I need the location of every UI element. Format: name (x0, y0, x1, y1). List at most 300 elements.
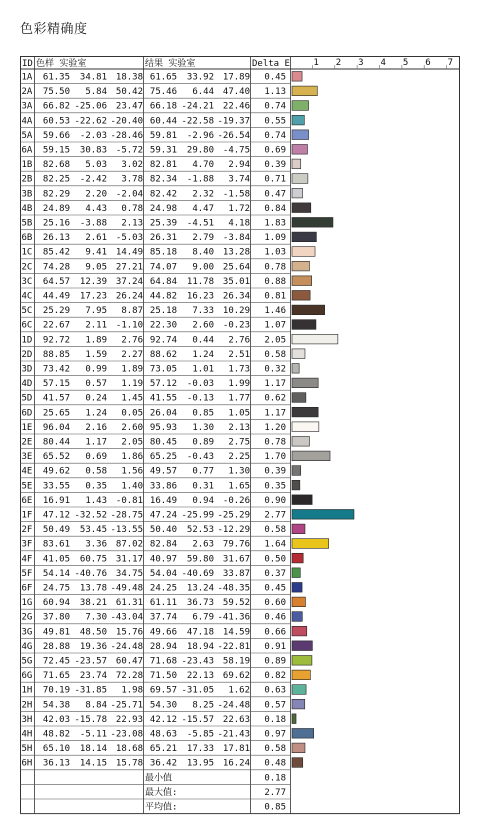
result-lab-value: 36.73 (186, 598, 214, 609)
sample-lab-value: 49.81 (42, 627, 70, 638)
sample-lab-value: 60.53 (42, 116, 70, 127)
axis-tick-label: 5 (402, 58, 409, 68)
sample-lab-value: 0.58 (85, 466, 107, 477)
delta-e-value: 0.69 (264, 145, 286, 156)
sample-lab-value: 85.42 (42, 247, 70, 258)
delta-e-value: 0.62 (264, 393, 286, 404)
result-lab-value: 18.94 (186, 641, 214, 652)
row-id: 1G (21, 598, 33, 609)
row-id: 6E (21, 495, 33, 506)
result-lab-value: -22.58 (181, 116, 214, 127)
sample-lab-value: 7.30 (85, 612, 107, 623)
delta-e-bar (292, 699, 305, 709)
sample-lab-value: -2.03 (79, 130, 107, 141)
sample-lab-value: 0.24 (85, 393, 107, 404)
sample-lab-value: 9.41 (85, 247, 107, 258)
sample-lab-value: 17.23 (79, 291, 107, 302)
sample-lab-value: 2.11 (85, 320, 107, 331)
row-id: 4G (21, 641, 33, 652)
result-lab-value: 1.05 (228, 408, 250, 419)
result-lab-value: -48.35 (217, 583, 250, 594)
sample-lab-value: 70.19 (42, 685, 70, 696)
sample-lab-value: 14.49 (115, 247, 143, 258)
delta-e-bar (292, 758, 303, 768)
sample-lab-value: -1.10 (115, 320, 143, 331)
delta-e-bar (292, 364, 299, 374)
result-lab-value: 47.24 (149, 510, 177, 521)
result-lab-value: 17.33 (186, 744, 214, 755)
delta-e-bar (292, 524, 305, 534)
result-lab-value: 31.67 (222, 554, 250, 565)
sample-lab-value: 60.75 (79, 554, 107, 565)
sample-lab-value: 1.45 (121, 393, 143, 404)
col-sample-header: 色样 实验室 (36, 59, 87, 69)
delta-e-value: 2.05 (264, 335, 286, 346)
result-lab-value: -0.26 (222, 495, 250, 506)
sample-lab-value: -31.85 (74, 685, 107, 696)
result-lab-value: 73.05 (149, 364, 177, 375)
delta-e-bar (292, 670, 310, 680)
sample-lab-value: 41.05 (42, 554, 70, 565)
row-id: 6C (21, 320, 33, 331)
delta-e-value: 0.88 (264, 276, 286, 287)
row-id: 6D (21, 408, 33, 419)
delta-e-value: 1.70 (264, 452, 286, 463)
row-id: 3D (21, 364, 33, 375)
delta-e-value: 0.47 (264, 189, 286, 200)
delta-e-bar (292, 145, 307, 155)
sample-lab-value: -5.72 (115, 145, 143, 156)
sample-lab-value: 37.80 (42, 612, 70, 623)
row-id: 5A (21, 130, 33, 141)
result-lab-value: -22.81 (217, 641, 250, 652)
row-id: 2E (21, 437, 33, 448)
result-lab-value: 54.04 (149, 568, 177, 579)
result-lab-value: 37.74 (149, 612, 177, 623)
col-id-header: ID (22, 59, 33, 69)
delta-e-value: 0.45 (264, 583, 286, 594)
result-lab-value: -25.29 (217, 510, 250, 521)
result-lab-value: -0.13 (186, 393, 214, 404)
sample-lab-value: 5.03 (85, 160, 107, 171)
sample-lab-value: 0.69 (85, 452, 107, 463)
delta-e-value: 1.20 (264, 422, 286, 433)
sample-lab-value: 54.38 (42, 700, 70, 711)
sample-lab-value: 26.13 (42, 233, 70, 244)
sample-lab-value: -5.11 (79, 729, 107, 740)
sample-lab-value: 23.74 (79, 671, 107, 682)
result-lab-value: -19.37 (217, 116, 250, 127)
sample-lab-value: 4.43 (85, 203, 107, 214)
row-id: 3E (21, 452, 33, 463)
delta-e-bar (292, 597, 305, 607)
result-lab-value: 26.04 (149, 408, 177, 419)
result-lab-value: -5.85 (186, 729, 214, 740)
result-lab-value: -4.75 (222, 145, 250, 156)
summary-label: 平均值: (145, 802, 178, 813)
sample-lab-value: 25.65 (42, 408, 70, 419)
sample-lab-value: 13.78 (79, 583, 107, 594)
result-lab-value: 74.07 (149, 262, 177, 273)
result-lab-value: -0.03 (186, 379, 214, 390)
sample-lab-value: 1.40 (121, 481, 143, 492)
axis-tick-label: 4 (380, 58, 386, 68)
result-lab-value: 2.79 (192, 233, 214, 244)
result-lab-value: 59.52 (222, 598, 250, 609)
delta-e-bar (292, 612, 302, 622)
sample-lab-value: 2.05 (121, 437, 143, 448)
delta-e-value: 0.45 (264, 72, 286, 83)
result-lab-value: 36.42 (149, 758, 177, 769)
sample-lab-value: 83.61 (42, 539, 70, 550)
sample-lab-value: 72.45 (42, 656, 70, 667)
result-lab-value: 47.18 (186, 627, 214, 638)
sample-lab-value: 12.39 (79, 276, 107, 287)
delta-e-bar (292, 232, 316, 242)
sample-lab-value: 36.13 (42, 758, 70, 769)
delta-e-value: 2.77 (264, 510, 286, 521)
sample-lab-value: 8.84 (85, 700, 107, 711)
row-id: 2G (21, 612, 33, 623)
row-id: 3B (21, 189, 33, 200)
result-lab-value: 1.65 (228, 481, 250, 492)
result-lab-value: 69.57 (149, 685, 177, 696)
sample-lab-value: 44.49 (42, 291, 70, 302)
result-lab-value: 22.46 (222, 101, 250, 112)
delta-e-bar (292, 714, 296, 724)
delta-e-bar (292, 378, 318, 388)
row-id: 6H (21, 758, 33, 769)
color-accuracy-table (20, 56, 460, 816)
result-lab-value: 4.47 (192, 203, 214, 214)
sample-lab-value: -15.78 (74, 714, 107, 725)
result-lab-value: 6.44 (192, 87, 214, 98)
sample-lab-value: 1.43 (85, 495, 107, 506)
result-lab-value: 1.01 (192, 364, 214, 375)
result-lab-value: 2.32 (192, 189, 214, 200)
result-lab-value: -4.51 (186, 218, 214, 229)
sample-lab-value: 57.15 (42, 379, 70, 390)
summary-label: 最小值 (145, 773, 173, 784)
delta-e-value: 0.58 (264, 525, 286, 536)
result-lab-value: -12.29 (217, 525, 250, 536)
delta-e-value: 0.57 (264, 700, 286, 711)
result-lab-value: -31.05 (181, 685, 214, 696)
result-lab-value: 42.12 (149, 714, 177, 725)
sample-lab-value: 2.60 (121, 422, 143, 433)
delta-e-value: 0.60 (264, 598, 286, 609)
delta-e-bar (292, 247, 315, 257)
result-lab-value: 1.73 (228, 364, 250, 375)
result-lab-value: 2.76 (228, 335, 250, 346)
result-lab-value: 85.18 (149, 247, 177, 258)
result-lab-value: -1.88 (186, 174, 214, 185)
sample-lab-value: 15.78 (115, 758, 143, 769)
result-lab-value: 13.24 (186, 583, 214, 594)
result-lab-value: -3.84 (222, 233, 250, 244)
sample-lab-value: 61.35 (42, 72, 70, 83)
delta-e-bar (292, 188, 303, 198)
result-lab-value: 2.25 (228, 452, 250, 463)
result-lab-value: 24.98 (149, 203, 177, 214)
delta-e-bar (292, 495, 312, 505)
delta-e-value: 0.46 (264, 612, 286, 623)
delta-e-value: 0.97 (264, 729, 286, 740)
delta-e-bar (292, 480, 300, 490)
result-lab-value: 25.64 (222, 262, 250, 273)
sample-lab-value: 34.75 (115, 568, 143, 579)
result-lab-value: 3.74 (228, 174, 250, 185)
delta-e-bar (292, 320, 316, 330)
sample-lab-value: 3.36 (85, 539, 107, 550)
result-lab-value: 2.63 (192, 539, 214, 550)
delta-e-value: 0.48 (264, 758, 286, 769)
result-lab-value: 0.89 (192, 437, 214, 448)
result-lab-value: -25.99 (181, 510, 214, 521)
page-title: 色彩精确度 (20, 22, 88, 37)
sample-lab-value: 65.10 (42, 744, 70, 755)
row-id: 1F (21, 510, 33, 521)
delta-e-bar (292, 101, 309, 111)
result-lab-value: 2.75 (228, 437, 250, 448)
sample-lab-value: 1.86 (121, 452, 143, 463)
result-lab-value: 2.60 (192, 320, 214, 331)
sample-lab-value: 3.02 (121, 160, 143, 171)
result-lab-value: 54.30 (149, 700, 177, 711)
delta-e-value: 0.18 (264, 714, 286, 725)
row-id: 2B (21, 174, 33, 185)
sample-lab-value: 82.68 (42, 160, 70, 171)
delta-e-value: 0.90 (264, 495, 286, 506)
delta-e-value: 0.37 (264, 568, 286, 579)
result-lab-value: 44.82 (149, 291, 177, 302)
result-lab-value: 4.18 (228, 218, 250, 229)
sample-lab-value: 2.27 (121, 349, 143, 360)
result-lab-value: 16.49 (149, 495, 177, 506)
row-id: 4H (21, 729, 33, 740)
delta-e-bar (292, 685, 306, 695)
delta-e-bar (292, 743, 305, 753)
row-id: 5H (21, 744, 33, 755)
delta-e-bar (292, 159, 301, 169)
result-lab-value: 61.11 (149, 598, 177, 609)
result-lab-value: 50.40 (149, 525, 177, 536)
row-id: 6G (21, 671, 33, 682)
result-lab-value: 1.77 (228, 393, 250, 404)
sample-lab-value: 0.35 (85, 481, 107, 492)
sample-lab-value: 24.89 (42, 203, 70, 214)
result-lab-value: 0.31 (192, 481, 214, 492)
sample-lab-value: 2.16 (85, 422, 107, 433)
delta-e-bar (292, 291, 310, 301)
result-lab-value: 69.62 (222, 671, 250, 682)
row-id: 4B (21, 203, 33, 214)
delta-e-value: 0.32 (264, 364, 286, 375)
sample-lab-value: -28.46 (110, 130, 143, 141)
result-lab-value: 1.30 (228, 466, 250, 477)
delta-e-value: 0.78 (264, 262, 286, 273)
sample-lab-value: 18.68 (115, 744, 143, 755)
row-id: 3G (21, 627, 33, 638)
result-lab-value: 49.57 (149, 466, 177, 477)
delta-e-bar (292, 583, 302, 593)
row-id: 1A (21, 72, 33, 83)
result-lab-value: 2.13 (228, 422, 250, 433)
sample-lab-value: 49.62 (42, 466, 70, 477)
result-lab-value: 61.65 (149, 72, 177, 83)
delta-e-bar (292, 568, 300, 578)
result-lab-value: 49.66 (149, 627, 177, 638)
result-lab-value: 2.94 (228, 160, 250, 171)
result-lab-value: 24.25 (149, 583, 177, 594)
row-id: 4C (21, 291, 33, 302)
result-lab-value: 71.68 (149, 656, 177, 667)
result-lab-value: 80.45 (149, 437, 177, 448)
result-lab-value: 17.89 (222, 72, 250, 83)
delta-e-bar (292, 174, 308, 184)
sample-lab-value: -25.71 (110, 700, 143, 711)
result-lab-value: 29.80 (186, 145, 214, 156)
result-lab-value: 7.33 (192, 306, 214, 317)
result-lab-value: 22.63 (222, 714, 250, 725)
result-lab-value: 22.13 (186, 671, 214, 682)
delta-e-value: 0.39 (264, 466, 286, 477)
result-lab-value: 60.44 (149, 116, 177, 127)
sample-lab-value: 0.78 (121, 203, 143, 214)
delta-e-value: 0.78 (264, 437, 286, 448)
sample-lab-value: 31.17 (115, 554, 143, 565)
delta-e-bar (292, 437, 309, 447)
sample-lab-value: -28.75 (110, 510, 143, 521)
sample-lab-value: 50.49 (42, 525, 70, 536)
result-lab-value: 33.86 (149, 481, 177, 492)
delta-e-value: 0.63 (264, 685, 286, 696)
sample-lab-value: -24.48 (110, 641, 143, 652)
result-lab-value: 88.62 (149, 349, 177, 360)
sample-lab-value: 15.76 (115, 627, 143, 638)
sample-lab-value: 14.15 (79, 758, 107, 769)
sample-lab-value: 59.66 (42, 130, 70, 141)
result-lab-value: -40.69 (181, 568, 214, 579)
row-id: 2D (21, 349, 33, 360)
delta-e-bar (292, 115, 304, 125)
delta-e-bar (292, 422, 319, 432)
summary-label: 最大值: (145, 787, 178, 798)
col-delta-header: Delta E (252, 59, 290, 69)
row-id: 1B (21, 160, 33, 171)
sample-lab-value: 53.45 (79, 525, 107, 536)
result-lab-value: 82.42 (149, 189, 177, 200)
row-id: 4D (21, 379, 33, 390)
sample-lab-value: 2.20 (85, 189, 107, 200)
result-lab-value: 1.30 (192, 422, 214, 433)
delta-e-value: 1.64 (264, 539, 286, 550)
result-lab-value: 26.34 (222, 291, 250, 302)
axis-tick-label: 1 (313, 58, 319, 68)
row-id: 1D (21, 335, 33, 346)
sample-lab-value: -25.06 (74, 101, 107, 112)
sample-lab-value: 9.05 (85, 262, 107, 273)
sample-lab-value: 33.55 (42, 481, 70, 492)
sample-lab-value: 24.75 (42, 583, 70, 594)
result-lab-value: 40.97 (149, 554, 177, 565)
delta-e-value: 0.50 (264, 554, 286, 565)
sample-lab-value: 54.14 (42, 568, 70, 579)
result-lab-value: 65.21 (149, 744, 177, 755)
delta-e-value: 1.07 (264, 320, 286, 331)
delta-e-bar (292, 626, 307, 636)
result-lab-value: 0.77 (192, 466, 214, 477)
delta-e-bar (292, 276, 312, 286)
sample-lab-value: 42.03 (42, 714, 70, 725)
result-lab-value: 82.84 (149, 539, 177, 550)
result-lab-value: 11.78 (186, 276, 214, 287)
delta-e-bar (292, 334, 338, 344)
delta-e-bar (292, 729, 314, 739)
delta-e-bar (292, 553, 303, 563)
sample-lab-value: 73.42 (42, 364, 70, 375)
sample-lab-value: 48.82 (42, 729, 70, 740)
result-lab-value: 10.29 (222, 306, 250, 317)
sample-lab-value: 1.98 (121, 685, 143, 696)
sample-lab-value: 1.17 (85, 437, 107, 448)
result-lab-value: 13.28 (222, 247, 250, 258)
delta-e-value: 1.17 (264, 379, 286, 390)
sample-lab-value: -20.40 (110, 116, 143, 127)
delta-e-value: 0.66 (264, 627, 286, 638)
sample-lab-value: 64.57 (42, 276, 70, 287)
result-lab-value: -24.48 (217, 700, 250, 711)
sample-lab-value: 88.85 (42, 349, 70, 360)
sample-lab-value: 1.56 (121, 466, 143, 477)
result-lab-value: -41.36 (217, 612, 250, 623)
result-lab-value: 14.59 (222, 627, 250, 638)
result-lab-value: 1.62 (228, 685, 250, 696)
axis-tick-label: 3 (358, 58, 364, 68)
row-id: 1C (21, 247, 33, 258)
delta-e-bar (292, 218, 333, 228)
row-id: 2C (21, 262, 33, 273)
delta-e-value: 1.83 (264, 218, 286, 229)
sample-lab-value: 16.91 (42, 495, 70, 506)
result-lab-value: 75.46 (149, 87, 177, 98)
sample-lab-value: 60.94 (42, 598, 70, 609)
delta-e-bar (292, 72, 302, 82)
sample-lab-value: -23.08 (110, 729, 143, 740)
delta-e-bar (292, 510, 354, 520)
result-lab-value: 41.55 (149, 393, 177, 404)
row-id: 1E (21, 422, 33, 433)
result-lab-value: 47.40 (222, 87, 250, 98)
delta-e-bar (292, 261, 309, 271)
row-id: 2F (21, 525, 33, 536)
result-lab-value: -1.58 (222, 189, 250, 200)
result-lab-value: 6.79 (192, 612, 214, 623)
result-lab-value: 48.63 (149, 729, 177, 740)
sample-lab-value: 28.88 (42, 641, 70, 652)
row-id: 5C (21, 306, 33, 317)
row-id: 5B (21, 218, 33, 229)
sample-lab-value: -22.62 (74, 116, 107, 127)
sample-lab-value: 18.14 (79, 744, 107, 755)
delta-e-bar (292, 539, 329, 549)
result-lab-value: 35.01 (222, 276, 250, 287)
sample-lab-value: 2.13 (121, 218, 143, 229)
result-lab-value: 92.74 (149, 335, 177, 346)
result-lab-value: -24.21 (181, 101, 214, 112)
delta-e-value: 1.09 (264, 233, 286, 244)
result-lab-value: 0.44 (192, 335, 214, 346)
